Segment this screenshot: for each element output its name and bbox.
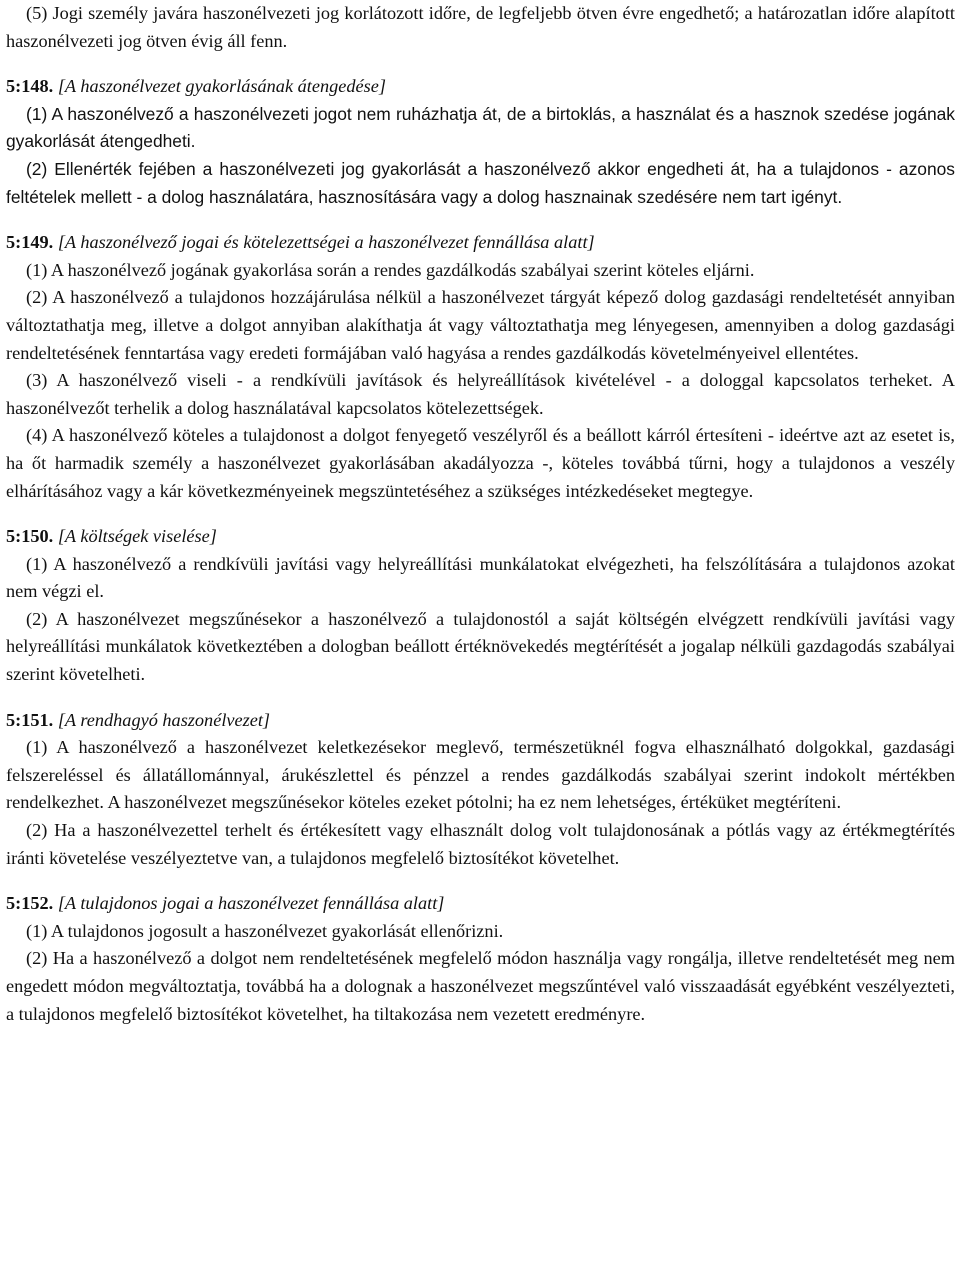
section-title: [A költségek viselése] xyxy=(57,526,217,547)
section-title: [A tulajdonos jogai a haszonélvezet fennállása alatt] xyxy=(57,893,445,914)
section-number: 5:150. xyxy=(6,526,54,547)
section-heading xyxy=(6,73,955,101)
section-number: 5:152. xyxy=(6,893,54,914)
paragraph: (1) A haszonélvező a haszonélvezeti jogot nem ruházhatja át, de a birtoklás, a használat és a hasznok szedése jogának gyakorlását átengedheti. xyxy=(6,103,955,152)
section-number: 5:148. xyxy=(6,76,54,97)
section-heading xyxy=(6,707,955,735)
paragraph: (1) A tulajdonos jogosult a haszonélvezet gyakorlását ellenőrizni. xyxy=(26,920,504,941)
section-5-150 xyxy=(6,523,955,689)
paragraph: (2) A haszonélvező a tulajdonos hozzájárulása nélkül a haszonélvezet tárgyát képező dolog gazdasági rendeltetését annyiban változtathatja meg, illetve a dolgot annyiban alakíthatja át vagy változtathatja meg lényegesen, amennyiben a dolog gazdasági rendeltetésének fenntartása vagy eredeti formájában való hagyása a rendes gazdálkodás követelményeivel ellentétes. xyxy=(6,287,955,363)
paragraph: (2) Ha a haszonélvező a dolgot nem rendeltetésének megfelelő módon használja vagy rongálja, illetve rendeltetését meg nem engedett módon megváltoztatja, továbbá ha a dolognak a haszonélvezet megszűntével való visszaadását egyébként veszélyezteti, a tulajdonos megfelelő biztosítékot követelhet, ha tiltakozása nem vezetett eredményre. xyxy=(6,948,955,1024)
section-heading xyxy=(6,229,955,257)
section-heading xyxy=(6,890,955,918)
paragraph: (1) A haszonélvező a rendkívüli javítási vagy helyreállítási munkálatokat elvégezheti, ha felszólítására a tulajdonos azokat nem végzi el. xyxy=(6,553,955,602)
section-title: [A haszonélvezet gyakorlásának átengedése] xyxy=(57,76,386,97)
section-5-149 xyxy=(6,229,955,505)
section-5-152 xyxy=(6,890,955,1028)
section-heading xyxy=(6,523,955,551)
section-title: [A rendhagyó haszonélvezet] xyxy=(57,709,271,730)
paragraph: (2) Ha a haszonélvezettel terhelt és értékesített vagy elhasznált dolog volt tulajdonosának a pótlás vagy az értékmegtérítés iránti követelése veszélyeztetve van, a tulajdonos megfelelő biztosítékot követelhet. xyxy=(6,820,955,868)
intro-paragraph: (5) Jogi személy javára haszonélvezeti jog korlátozott időre, de legfeljebb ötven évre engedhető; a határozatlan időre alapított haszonélvezeti jog ötven évig áll fenn. xyxy=(6,3,955,51)
section-title: [A haszonélvező jogai és kötelezettségei a haszonélvezet fennállása alatt] xyxy=(57,232,595,253)
section-5-151 xyxy=(6,707,955,873)
paragraph: (1) A haszonélvező jogának gyakorlása során a rendes gazdálkodás szabályai szerint köteles eljárni. xyxy=(26,259,755,280)
paragraph: (2) Ellenérték fejében a haszonélvezeti jog gyakorlását a haszonélvező akkor engedheti át, ha a tulajdonos - azonos feltételek mellett - a dolog használatára, hasznosítására vagy a dolog hasznainak szedésére nem tart igényt. xyxy=(6,158,955,207)
paragraph: (4) A haszonélvező köteles a tulajdonost a dolgot fenyegető veszélyről és a beállott kárról értesíteni - ideértve azt az esetet is, ha őt harmadik személy a haszonélvezet gyakorlásában akadályozza -, köteles továbbá tűrni, hogy a tulajdonos a veszély elhárításához vagy a kár következményeinek megszüntetéséhez a szükséges intézkedéseket megtegye. xyxy=(6,425,955,501)
section-number: 5:149. xyxy=(6,232,54,253)
section-5-148 xyxy=(6,73,955,211)
paragraph: (1) A haszonélvező a haszonélvezet keletkezésekor meglevő, természetüknél fogva elhasználható dolgokkal, gazdasági felszereléssel és állatállománnyal, árukészlettel és pénzzel a rendes gazdálkodás szabályai szerint indokolt mértékben rendelkezhet. A haszonélvezet megszűnésekor köteles ezeket pótolni; ha ez nem lehetséges, értéküket megtéríteni. xyxy=(6,737,955,813)
paragraph: (2) A haszonélvezet megszűnésekor a haszonélvező a tulajdonostól a saját költségén elvégzett rendkívüli javítási vagy helyreállítási munkálatok következtében a dologban beállott értéknövekedés megtérítését a jogalap nélküli gazdagodás szabályai szerint követelheti. xyxy=(6,608,955,685)
paragraph: (3) A haszonélvező viseli - a rendkívüli javítások és helyreállítások kivételével - a dologgal kapcsolatos terheket. A haszonélvezőt terhelik a dolog használatával kapcsolatos kötelezettségek. xyxy=(6,370,955,418)
section-number: 5:151. xyxy=(6,709,54,730)
